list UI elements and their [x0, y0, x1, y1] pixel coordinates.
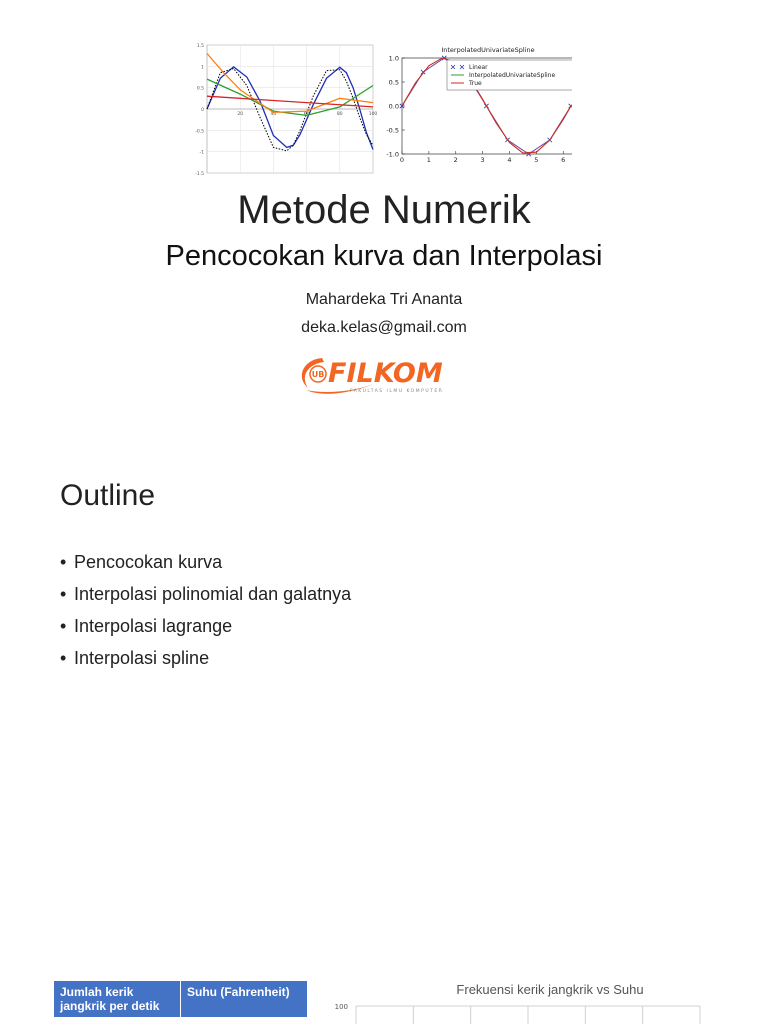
x-tick-label: 2: [453, 156, 458, 164]
x-tick-label: 60: [303, 112, 310, 117]
data-slide: [0, 960, 768, 1024]
x-tick-label: 100: [368, 112, 378, 117]
list-item: • Interpolasi spline: [60, 648, 210, 668]
cricket-data-table: [53, 980, 308, 1018]
x-tick-label: 0: [399, 156, 405, 164]
x-tick-label: 6: [561, 156, 566, 164]
spline-interpolation-chart: [372, 42, 572, 177]
y-tick-label: -0.5: [386, 126, 399, 135]
y-tick-label: -1: [199, 150, 204, 156]
list-item: • Interpolasi polinomial dan galatnya: [60, 584, 352, 604]
cricket-temperature-chart: [320, 994, 710, 1024]
y-tick-label: 100: [334, 1003, 348, 1011]
chart-title: Frekuensi kerik jangkrik vs Suhu: [456, 982, 644, 997]
title-slide: [0, 0, 768, 440]
x-tick-label: 1: [426, 156, 431, 164]
chart-title: InterpolatedUnivariateSpline: [441, 46, 535, 54]
outline-slide: [0, 455, 768, 955]
author-name: Mahardeka Tri Ananta: [305, 291, 463, 308]
y-tick-label: 0: [201, 108, 204, 113]
x-tick-label: 40: [270, 112, 277, 117]
x-tick-label: 4: [507, 156, 512, 164]
logo-text: FILKOM: [328, 358, 443, 389]
slide-subtitle: Pencocokan kurva dan Interpolasi: [165, 240, 603, 272]
y-tick-label: 1.5: [196, 44, 204, 49]
x-tick-label: 20: [237, 112, 244, 117]
outline-list: [60, 551, 351, 679]
logo-badge: UB: [311, 370, 325, 379]
logo-tagline: FAKULTAS ILMU KOMPUTER: [350, 389, 444, 394]
author-email: deka.kelas@gmail.com: [301, 319, 467, 336]
list-item: • Pencocokan kurva: [60, 552, 223, 572]
polynomial-fit-chart: [190, 40, 380, 180]
y-tick-label: -1.0: [386, 150, 399, 159]
x-tick-label: 80: [336, 112, 343, 117]
x-tick-label: 3: [480, 156, 485, 164]
y-tick-label: 1.0: [388, 54, 399, 63]
legend-label: InterpolatedUnivariateSpline: [469, 72, 556, 80]
y-tick-label: 1: [201, 65, 204, 71]
list-item: • Interpolasi lagrange: [60, 616, 233, 636]
table-header-temperature: Suhu (Fahrenheit): [181, 981, 308, 1018]
outline-title: Outline: [60, 479, 156, 512]
y-tick-label: -1.5: [195, 172, 204, 177]
y-tick-label: -0.5: [195, 129, 204, 135]
chart-legend: [447, 60, 572, 90]
table-header-chirps: Jumlah kerik jangkrik per detik: [54, 981, 181, 1018]
y-tick-label: 0.5: [388, 78, 399, 87]
x-tick-label: 5: [534, 156, 539, 164]
slide-title: Metode Numerik: [237, 188, 531, 232]
legend-label: True: [469, 80, 482, 88]
y-tick-label: 0.5: [196, 86, 204, 92]
y-tick-label: 0.0: [388, 102, 399, 111]
legend-label: Linear: [469, 64, 488, 72]
filkom-logo: [294, 352, 474, 398]
